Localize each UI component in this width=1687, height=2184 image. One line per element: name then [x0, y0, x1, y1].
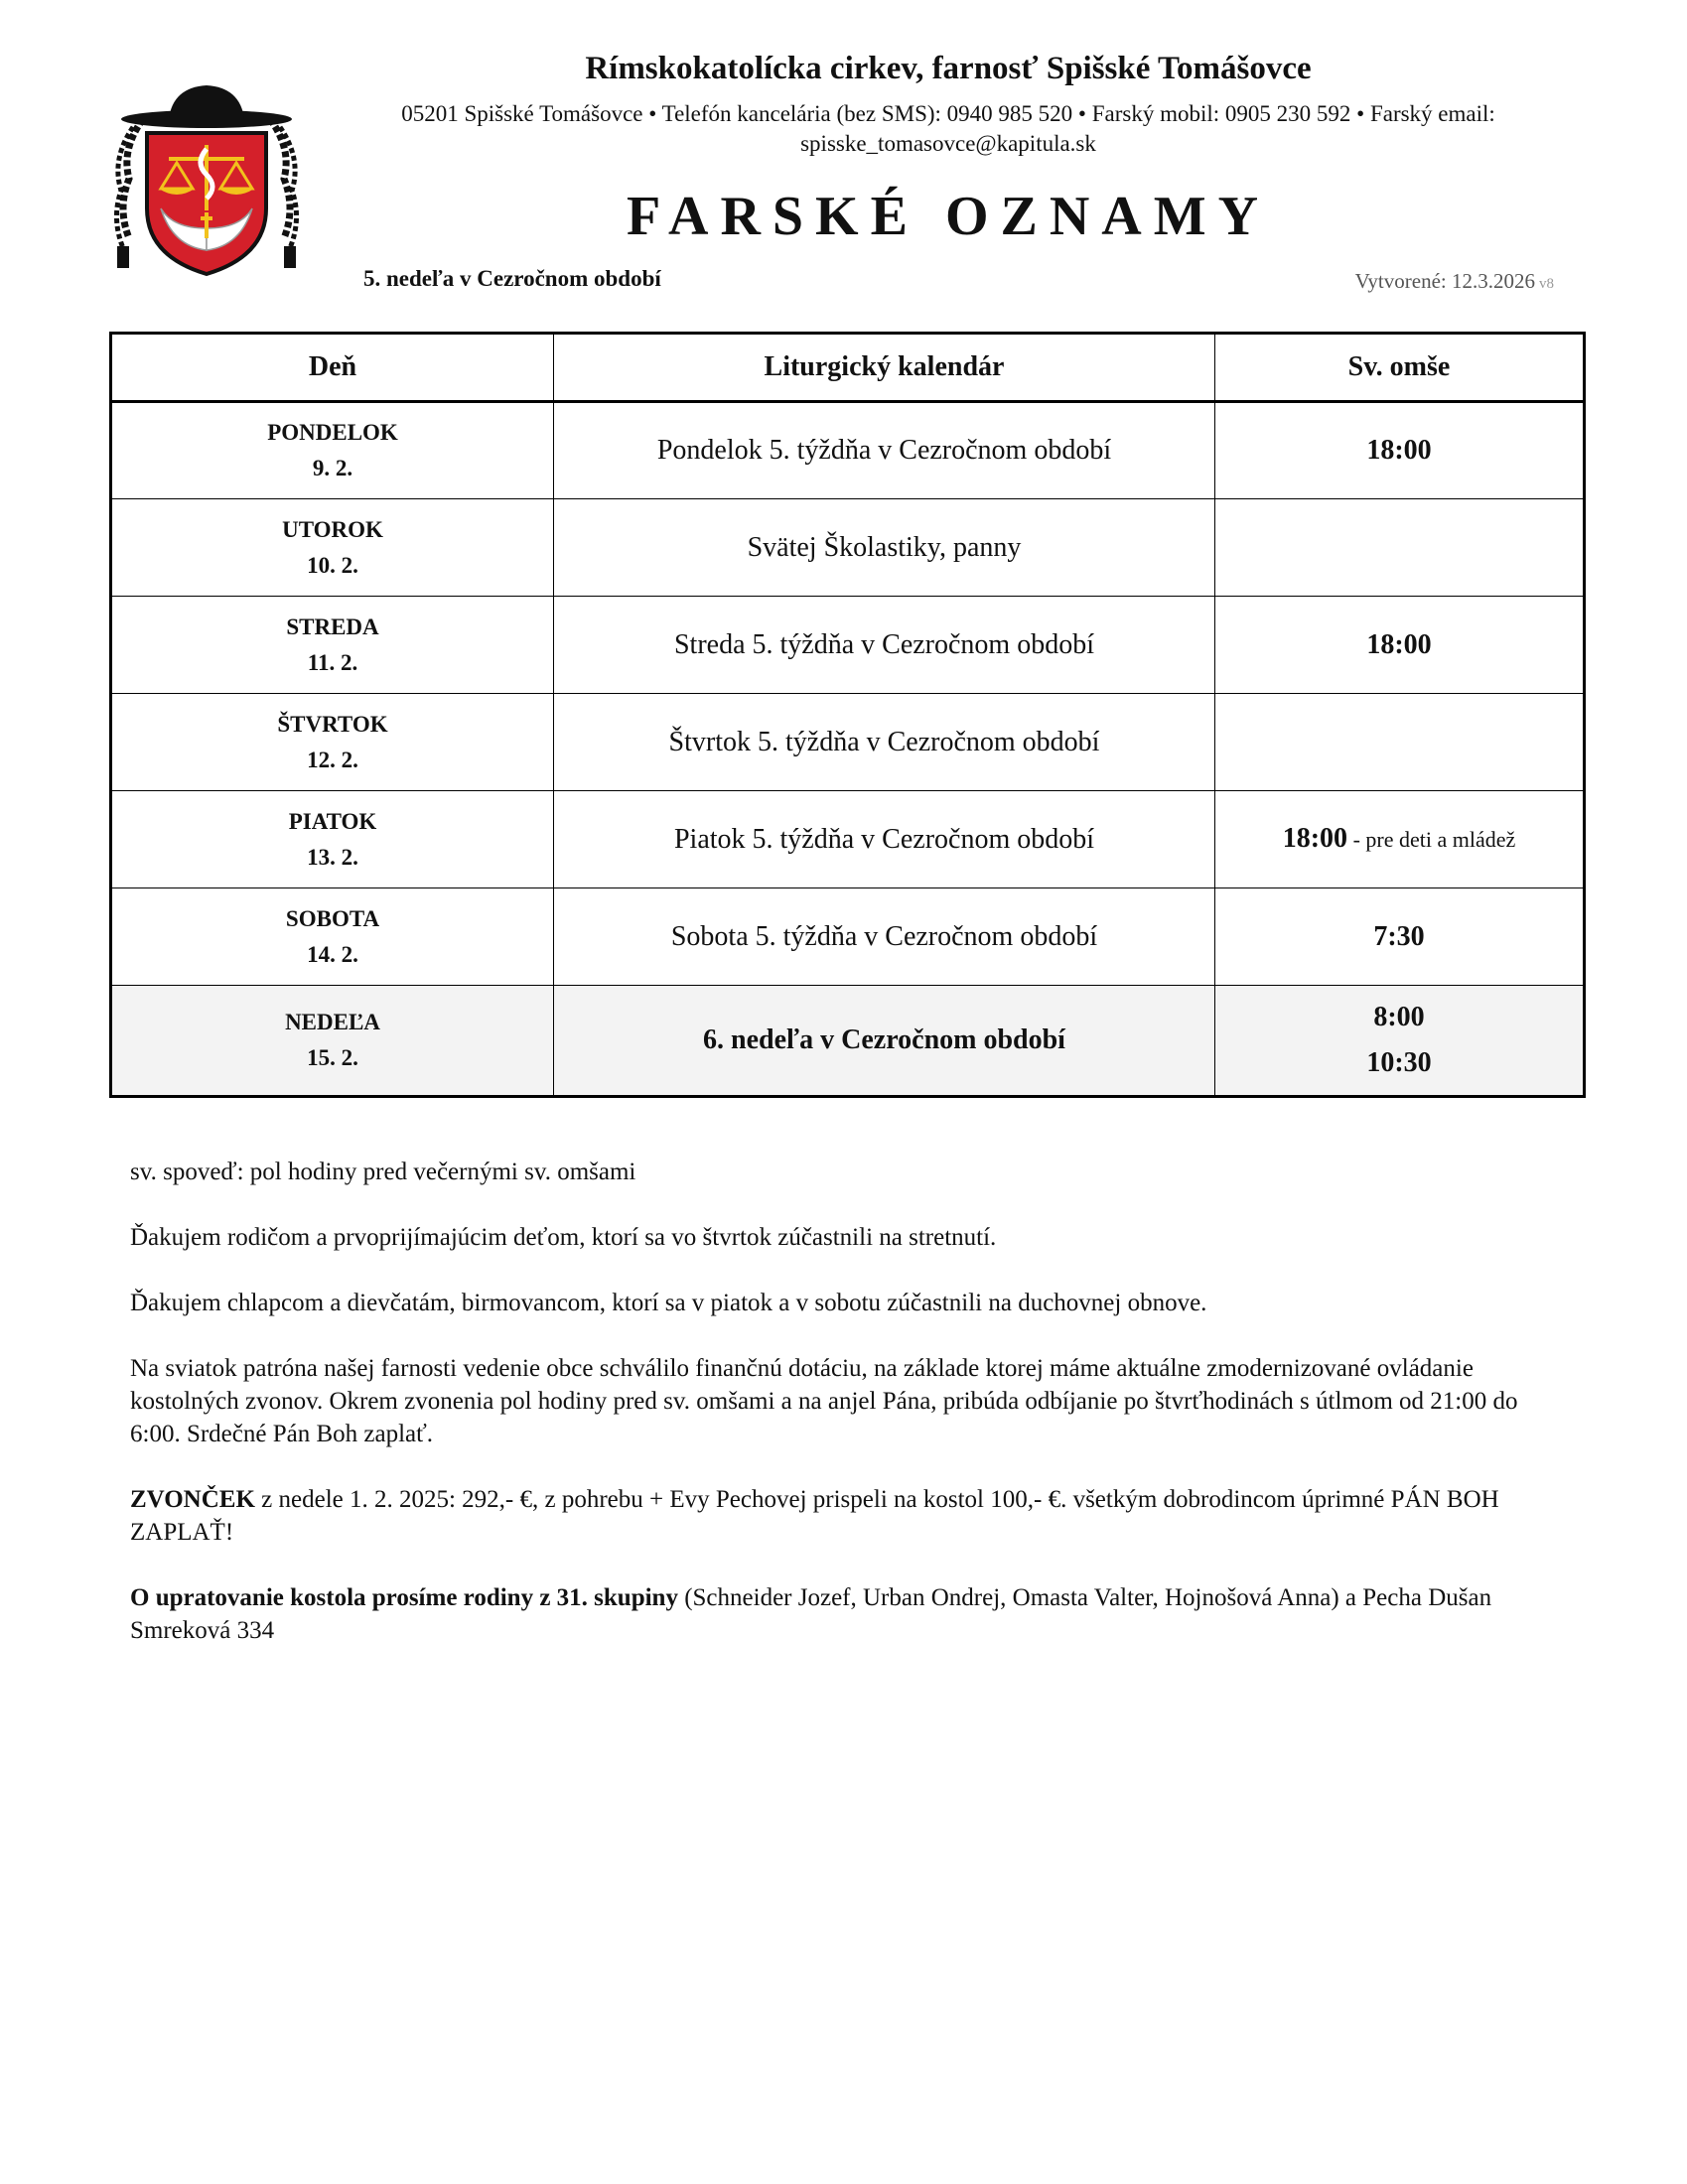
cleaning-text: (Schneider Jozef, Urban Ondrej, Omasta Valter, Hojnošová Anna) a Pecha Dušan Smreková 334	[130, 1584, 1492, 1644]
page-title: FARSKÉ OZNAMY	[626, 186, 1271, 247]
table-row	[111, 402, 1585, 499]
liturgy-text: Štvrtok 5. týždňa v Cezročnom období	[668, 726, 1100, 757]
day-date: 14. 2.	[307, 941, 358, 967]
liturgy-cell	[554, 597, 1215, 694]
liturgy-text: Sobota 5. týždňa v Cezročnom období	[670, 920, 1098, 952]
parish-contact: 05201 Spišské Tomášovce • Telefón kancelária (bez SMS): 0940 985 520 • Farský mobil: 0905 230 592 • Farský email: spisske_tomasovce@kapitula.sk	[401, 101, 1495, 156]
collection-text: z nedele 1. 2. 2025: 292,- €, z pohrebu + Evy Pechovej prispeli na kostol 100,- €. všetkým dobrodincom úprimné PÁN BOH ZAPLAŤ!	[130, 1486, 1499, 1546]
sunday-label: 5. nedeľa v Cezročnom období	[363, 266, 661, 291]
day-cell	[111, 791, 554, 888]
cleaning-note	[130, 1581, 1560, 1647]
table-row	[111, 791, 1585, 888]
liturgy-text: Piatok 5. týždňa v Cezročnom období	[673, 823, 1095, 855]
day-name: PONDELOK	[267, 420, 398, 445]
day-date: 10. 2.	[307, 552, 358, 578]
day-date: 11. 2.	[307, 649, 358, 675]
liturgy-text: Streda 5. týždňa v Cezročnom období	[673, 628, 1094, 660]
day-date: 15. 2.	[307, 1045, 358, 1070]
day-name: PIATOK	[288, 808, 377, 834]
mass-time: 18:00	[1366, 435, 1432, 466]
mass-schedule-table	[109, 332, 1586, 1098]
liturgy-text: Pondelok 5. týždňa v Cezročnom období	[656, 435, 1112, 466]
day-cell	[111, 402, 554, 499]
table-row	[111, 888, 1585, 986]
day-date: 9. 2.	[312, 456, 353, 480]
liturgy-cell	[554, 694, 1215, 791]
day-cell	[111, 499, 554, 597]
mass-time: 18:00	[1366, 628, 1432, 660]
mass-cell	[1215, 597, 1585, 694]
column-header-masses: Sv. omše	[1215, 334, 1585, 402]
mass-time: 7:30	[1373, 920, 1425, 952]
mass-cell	[1215, 694, 1585, 791]
created-label: Vytvorené: 12.3.2026	[1354, 269, 1535, 293]
liturgy-cell	[554, 402, 1215, 499]
cleaning-label: O upratovanie kostola prosíme rodiny z 31. skupiny	[130, 1584, 678, 1611]
day-cell	[111, 986, 554, 1097]
table-row	[111, 597, 1585, 694]
mass-cell	[1215, 888, 1585, 986]
liturgy-text: 6. nedeľa v Cezročnom období	[703, 1024, 1065, 1055]
day-name: UTOROK	[282, 516, 383, 542]
table-row	[111, 499, 1585, 597]
thanks-parents-note: Ďakujem rodičom a prvoprijímajúcim deťom, ktorí sa vo štvrtok zúčastnili na stretnutí.	[130, 1224, 997, 1251]
liturgy-text: Svätej Školastiky, panny	[747, 531, 1022, 563]
table-row-sunday	[111, 986, 1585, 1097]
mass-cell	[1215, 791, 1585, 888]
day-date: 13. 2.	[307, 844, 358, 870]
day-cell	[111, 694, 554, 791]
created-date	[1355, 269, 1554, 294]
table-row	[111, 694, 1585, 791]
mass-time: 18:00	[1282, 823, 1348, 854]
parish-coat-of-arms-icon	[103, 79, 310, 278]
mass-time: 8:00	[1373, 1002, 1425, 1032]
day-name: SOBOTA	[285, 905, 380, 931]
day-name: STREDA	[286, 614, 379, 639]
mass-time: 10:30	[1366, 1047, 1432, 1078]
day-cell	[111, 597, 554, 694]
column-header-day: Deň	[111, 334, 554, 402]
thanks-confirmands-note: Ďakujem chlapcom a dievčatám, birmovancom, ktorí sa v piatok a v sobotu zúčastnili na duchovnej obnove.	[130, 1290, 1207, 1316]
liturgy-cell	[554, 791, 1215, 888]
mass-cell	[1215, 402, 1585, 499]
confession-note: sv. spoveď: pol hodiny pred večernými sv. omšami	[130, 1159, 636, 1185]
version-label: v8	[1539, 276, 1554, 292]
collection-note	[130, 1483, 1560, 1549]
column-header-liturgy: Liturgický kalendár	[554, 334, 1215, 402]
bells-note: Na sviatok patróna našej farnosti vedenie obce schválilo finančnú dotáciu, na základe ktorej máme aktuálne zmodernizované ovládanie kostolných zvonov. Okrem zvonenia pol hodiny pred sv. omšami a na anjel Pána, pribúda odbíjanie po štvrťhodinách s útlmom od 21:00 do 6:00. Srdečné Pán Boh zaplať.	[130, 1355, 1518, 1447]
liturgy-cell	[554, 986, 1215, 1097]
day-date: 12. 2.	[307, 747, 358, 772]
mass-note: - pre deti a mládež	[1347, 827, 1516, 852]
parish-name: Rímskokatolícka cirkev, farnosť Spišské Tomášovce	[585, 51, 1312, 86]
liturgy-cell	[554, 888, 1215, 986]
day-name: NEDEĽA	[285, 1010, 380, 1034]
mass-cell	[1215, 499, 1585, 597]
day-cell	[111, 888, 554, 986]
mass-cell	[1215, 986, 1585, 1097]
table-header-row	[111, 334, 1585, 402]
announcements	[130, 1156, 1560, 1680]
collection-label: ZVONČEK	[130, 1486, 255, 1513]
mass-entry	[1215, 816, 1583, 863]
liturgy-cell	[554, 499, 1215, 597]
day-name: ŠTVRTOK	[277, 711, 388, 737]
